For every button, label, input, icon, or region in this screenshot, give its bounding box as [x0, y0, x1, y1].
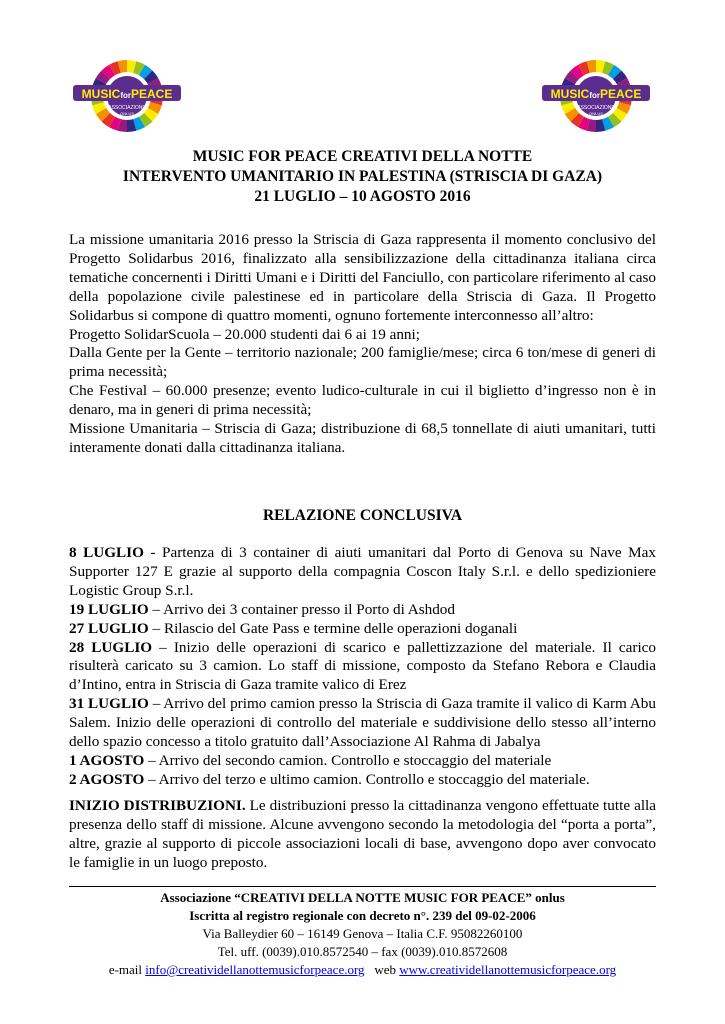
intro-item: Dalla Gente per la Gente – territorio nazionale; 200 famiglie/mese; circa 6 ton/mese di generi di prima necessità; [69, 344, 656, 381]
footer-divider [69, 886, 656, 887]
entry-text: – Arrivo dei 3 container presso il Porto di Ashdod [148, 600, 455, 618]
entry-date: 28 LUGLIO [69, 638, 153, 656]
entry-text: – Inizio delle operazioni di scarico e pallettizzazione del materiale. Il carico risulterà caricato su 3 camion. Lo staff di missione, composto da Stefano Rebora e Claudia d’Intino, entra in Striscia di Gaza tramite valico di Erez [69, 638, 657, 694]
section-title-relazione: RELAZIONE CONCLUSIVA [262, 507, 463, 524]
entry-date: 8 LUGLIO [69, 544, 144, 561]
footer-contacts [60, 961, 665, 979]
entry-text: – Arrivo del primo camion presso la Striscia di Gaza tramite il valico di Karm Abu Salem. Inizio delle operazioni di controllo del materiale e suddivisione dello stesso all’interno dello spazio concesso a titolo gratuito dall’Associazione Al Rahma di Jabalya [69, 695, 656, 751]
intro-item: Che Festival – 60.000 presenze; evento ludico-culturale in cui il biglietto d’ingresso non è in denaro, ma in generi di prima necessità; [69, 382, 656, 419]
footer-association-name: Associazione “CREATIVI DELLA NOTTE MUSIC FOR PEACE” onlus [160, 890, 565, 905]
timeline [69, 544, 656, 790]
distribution-paragraph [69, 797, 656, 873]
svg-text:MUSICforPEACE: MUSICforPEACE [81, 87, 173, 101]
svg-text:ONLUS: ONLUS [589, 111, 603, 116]
title-line-2: INTERVENTO UMANITARIO IN PALESTINA (STRISCIA DI GAZA) [122, 168, 603, 185]
logo-graphic [538, 56, 654, 132]
entry-text: – Arrivo del secondo camion. Controllo e stoccaggio del materiale [144, 751, 552, 769]
svg-text:ASSOCIAZIONE: ASSOCIAZIONE [577, 105, 615, 111]
web-link[interactable]: www.creatividellanottemusicforpeace.org [399, 962, 617, 977]
entry-date: 19 LUGLIO [69, 600, 149, 618]
timeline-entry [69, 601, 656, 620]
timeline-entry [69, 639, 656, 696]
distribution-label: INIZIO DISTRIBUZIONI. [69, 797, 246, 814]
timeline-entry [69, 752, 656, 771]
music-for-peace-logo-left [69, 56, 185, 132]
music-for-peace-logo-right [538, 56, 654, 132]
footer-address: Via Balleydier 60 – 16149 Genova – Italia C.F. 95082260100 [202, 926, 523, 941]
document-title [69, 147, 656, 207]
entry-date: 27 LUGLIO [69, 619, 149, 637]
entry-text: – Arrivo del terzo e ultimo camion. Controllo e stoccaggio del materiale. [144, 770, 590, 788]
entry-date: 2 AGOSTO [69, 770, 145, 788]
intro-section [69, 231, 656, 458]
entry-text: - Partenza di 3 container di aiuti umanitari dal Porto di Genova su Nave Max Supporter 127 E grazie al supporto della compagnia Coscon Italy S.r.l. e dello spedizioniere Logistic Group S.r.l. [69, 544, 656, 599]
svg-text:MUSICforPEACE: MUSICforPEACE [550, 87, 642, 101]
footer-phone-fax: Tel. uff. (0039).010.8572540 – fax (0039).010.8572608 [217, 944, 508, 959]
timeline-entry [69, 620, 656, 639]
entry-text: – Rilascio del Gate Pass e termine delle operazioni doganali [148, 619, 518, 637]
title-line-1: MUSIC FOR PEACE CREATIVI DELLA NOTTE [192, 148, 533, 165]
email-label: e-mail [108, 962, 146, 977]
web-label: web [374, 962, 400, 977]
svg-text:ONLUS: ONLUS [120, 111, 134, 116]
title-dates: 21 LUGLIO – 10 AGOSTO 2016 [254, 188, 471, 205]
intro-item: Progetto SolidarScuola – 20.000 studenti dai 6 ai 19 anni; [69, 325, 420, 343]
intro-item: Missione Umanitaria – Striscia di Gaza; distribuzione di 68,5 tonnellate di aiuti umanitari, tutti interamente donati dalla cittadinanza italiana. [69, 420, 656, 456]
timeline-entry [69, 695, 656, 752]
email-link[interactable]: info@creatividellanottemusicforpeace.org [145, 962, 365, 977]
footer-registry: Iscritta al registro regionale con decreto n°. 239 del 09-02-2006 [189, 908, 536, 923]
timeline-entry [69, 544, 656, 601]
entry-date: 31 LUGLIO [69, 695, 149, 713]
entry-date: 1 AGOSTO [69, 751, 145, 769]
distribution-text: Le distribuzioni presso la cittadinanza vengono effettuate tutte alla presenza dello staff di missione. Alcune avvengono secondo la metodologia del “porta a porta”, altre, grazie al supporto di piccole associazioni locali di base, avvengono dopo aver convocato le famiglie in un luogo preposto. [69, 797, 656, 871]
logo-graphic [69, 56, 185, 132]
intro-paragraph: La missione umanitaria 2016 presso la Striscia di Gaza rappresenta il momento conclusivo del Progetto Solidarbus 2016, finalizzato alla sensibilizzazione della cittadinanza italiana circa tematiche concernenti i Diritti Umani e i Diritti del Fanciullo, con particolare riferimento al caso della popolazione civile palestinese ed in particolare della Striscia di Gaza. Il Progetto Solidarbus si compone di quattro momenti, ognuno fortemente interconnesso all’altro: [69, 231, 656, 324]
svg-text:ASSOCIAZIONE: ASSOCIAZIONE [108, 105, 146, 111]
footer [60, 889, 665, 979]
timeline-entry [69, 771, 656, 790]
